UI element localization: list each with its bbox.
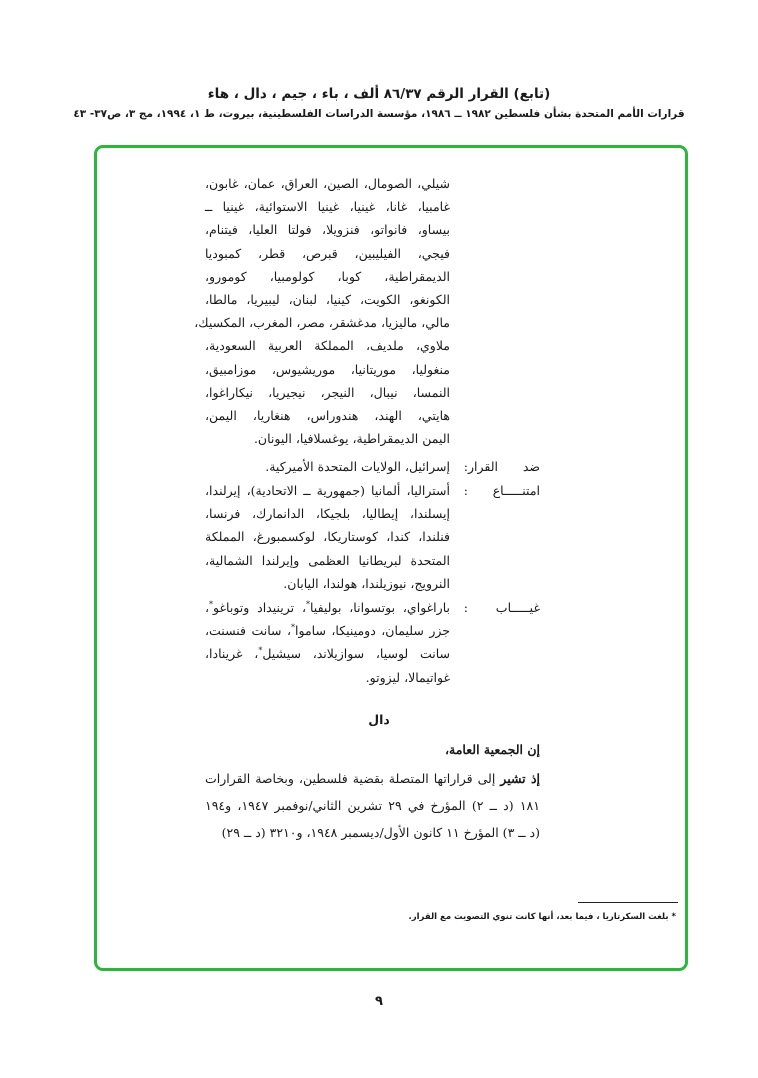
abstain-line: المتحدة لبريطانيا العظمى وإيرلندا الشمالية، bbox=[205, 552, 450, 568]
footnote: * بلغت السكرتاريا ، فيما بعد، أنها كانت تنوي التصويت مع القرار. bbox=[408, 912, 676, 922]
absent-colon: : bbox=[463, 600, 468, 615]
absent-line: غواتيمالا، ليزوتو. bbox=[365, 669, 450, 685]
resolution-paragraph bbox=[205, 765, 540, 846]
abstain-line: أستراليا، ألمانيا (جمهورية ــ الاتحادية)، إيرلندا، bbox=[205, 483, 450, 498]
paragraph-line: ١٨١ (د ــ ٢) المؤرخ في ٢٩ تشرين الثاني/نوفمبر ١٩٤٧، و١٩٤ bbox=[205, 798, 540, 813]
footnote-divider bbox=[578, 902, 678, 903]
section-heading-dal: دال bbox=[368, 712, 390, 727]
countries-line: اليمن الديمقراطية، يوغسلافيا، اليونان. bbox=[253, 431, 450, 447]
countries-line: بيساو، فانواتو، فنزويلا، فولتا العليا، فيتنام، bbox=[205, 222, 450, 238]
absent-row bbox=[0, 596, 758, 692]
abstain-line: النرويج، نيوزيلندا، هولندا، اليابان. bbox=[283, 575, 450, 591]
absent-line: باراغواي، بوتسوانا، بوليفيا*، ترينيداد وتوباغو*، bbox=[205, 600, 450, 615]
absent-label: غيـــــاب bbox=[495, 600, 540, 615]
countries-line: منغوليا، موريتانيا، موريشيوس، موزامبيق، bbox=[205, 361, 450, 377]
against-label: ضد القرار bbox=[468, 459, 540, 474]
countries-line: هايتي، الهند، هندوراس، هنغاريا، اليمن، bbox=[205, 407, 450, 423]
abstain-line: إيسلندا، إيطاليا، بلجيكا، الدانمارك، فرنسا، bbox=[205, 506, 450, 522]
countries-line: فيجي، الفيليبين، قبرص، قطر، كمبوديا bbox=[205, 245, 450, 261]
absent-line: سانت لوسيا، سوازيلاند، سيشيل*، غرينادا، bbox=[205, 646, 451, 662]
paragraph-line: (د ــ ٣) المؤرخ ١١ كانون الأول/ديسمبر ١٩٤٨، و٣٢١٠ (د ــ ٢٩) bbox=[221, 825, 540, 840]
absent-line: جزر سليمان، دومينيكا، ساموا*، سانت فنسنت، bbox=[205, 623, 451, 639]
countries-line: الديمقراطية، كوبا، كولومبيا، كومورو، bbox=[205, 268, 450, 284]
against-countries: إسرائيل، الولايات المتحدة الأميركية. bbox=[265, 459, 450, 474]
paragraph-text: إلى قراراتها المتصلة بقضية فلسطين، وبخاصة القرارات bbox=[205, 771, 501, 786]
page-number: ٩ bbox=[375, 994, 383, 1009]
paragraph-lead: إذ تشير bbox=[500, 771, 540, 786]
countries-line: الكونغو، الكويت، كينيا، لبنان، ليبيريا، مالطا، bbox=[205, 291, 450, 307]
abstain-line: فنلندا، كندا، كوستاريكا، لوكسمبورغ، المملكة bbox=[205, 529, 450, 545]
source-citation: قرارات الأمم المتحدة بشأن فلسطين ١٩٨٢ ــ ١٩٨٦، مؤسسة الدراسات الفلسطينية، بيروت، ط ١، ١٩٩٤، مج ٣، ص٣٧- ٤٣ bbox=[73, 108, 685, 120]
against-row bbox=[0, 455, 758, 479]
page-title: (تابع) القرار الرقم ٨٦/٣٧ ألف ، باء ، جيم ، دال ، هاء bbox=[207, 86, 551, 102]
in-favour-countries-list bbox=[194, 172, 450, 450]
against-colon: : bbox=[463, 459, 468, 474]
abstain-label: امتنـــــاع bbox=[492, 483, 540, 498]
countries-line: غامبيا، غانا، غينيا، غينيا الاستوائية، غينيا ــ bbox=[205, 199, 450, 215]
abstain-colon: : bbox=[463, 483, 468, 498]
countries-line: شيلي، الصومال، الصين، العراق، عمان، غابون، bbox=[205, 176, 450, 191]
abstain-row bbox=[0, 479, 758, 597]
countries-line: ملاوي، ملديف، المملكة العربية السعودية، bbox=[205, 338, 450, 354]
countries-line: النمسا، نيبال، النيجر، نيجيريا، نيكاراغوا، bbox=[205, 384, 450, 400]
general-assembly-heading: إن الجمعية العامة، bbox=[445, 742, 540, 757]
countries-line: مالي، ماليزيا، مدغشقر، مصر، المغرب، المكسيك، bbox=[194, 315, 450, 331]
